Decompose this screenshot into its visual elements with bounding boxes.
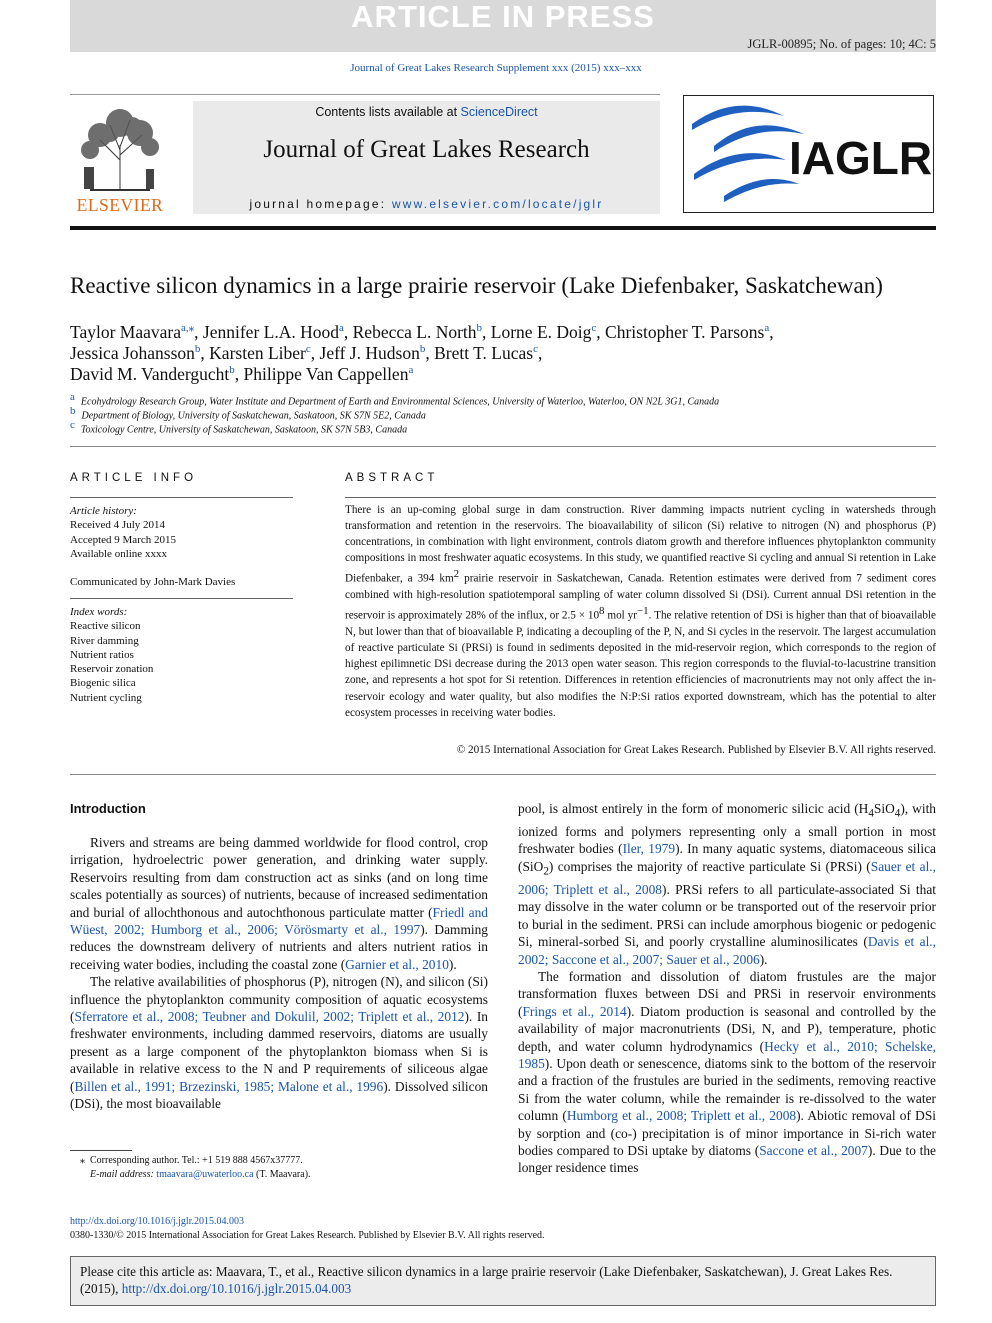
- text-run: ). In many aquatic systems, diatomaceous silica (SiO: [518, 841, 936, 874]
- citation-link[interactable]: Hecky et al., 2010; Schelske, 1985: [518, 1038, 937, 1072]
- author-affil-mark[interactable]: a: [764, 322, 770, 334]
- cite-text: Please cite this article as: Maavara, T., et al., Reactive silicon dynamics in a large prairie reservoir (Lake Diefenbaker, Saskatchewan), J. Great Lakes Res. (2015),: [80, 1264, 893, 1296]
- text-run: ). Due to the longer residence times: [518, 1143, 936, 1176]
- homepage-link[interactable]: www.elsevier.com/locate/jglr: [391, 197, 604, 211]
- author-sep: ,: [537, 342, 543, 363]
- email-footnote: [90, 1169, 311, 1180]
- author-affil-mark[interactable]: c: [591, 322, 597, 334]
- footnote-rule: [70, 1150, 132, 1151]
- author-affil-mark[interactable]: b: [476, 322, 483, 334]
- author-affil-mark[interactable]: c: [533, 343, 538, 355]
- author-name: Brett T. Lucas: [434, 342, 534, 363]
- intro-left-column: [70, 834, 488, 1113]
- journal-homepage: [193, 197, 660, 211]
- intro-paragraph: [518, 800, 936, 968]
- author-name: Jessica Johansson: [70, 342, 195, 363]
- author-affil-mark[interactable]: a: [408, 364, 414, 376]
- citation-link[interactable]: Davis et al., 2002; Saccone et al., 2007; Sauer et al., 2006: [518, 934, 936, 967]
- journal-title: Journal of Great Lakes Research: [263, 136, 590, 163]
- text-run: ). In freshwater environments, including dammed reservoirs, diatoms are usually present as a large component of the phytoplankton biomass when Si is available in relative excess to the N and P requirements of siliceous algae (: [70, 1009, 488, 1094]
- citation-link[interactable]: Garnier et al., 2010: [345, 956, 449, 972]
- text-run: Rivers and streams are being dammed worldwide for flood control, crop irrigation, hydroelectric power generation, and drinking water supply. Reservoirs resulting from dam construction act as sinks (and on long time scales potentially as sources) of nutrients, because of increased sedimentation and burial of allochthonous and autochthonous particulate matter (: [70, 835, 488, 920]
- citation-link[interactable]: Billen et al., 1991; Brzezinski, 1985; Malone et al., 1996: [74, 1078, 384, 1094]
- keyword: Biogenic silica: [70, 677, 136, 690]
- intro-right-column: [518, 800, 936, 1177]
- author-affil-mark[interactable]: a: [338, 322, 344, 334]
- iaglr-wordmark: IAGLR: [789, 132, 933, 184]
- text-run: SiO: [873, 801, 895, 816]
- author-name: Jeff J. Hudson: [319, 342, 420, 363]
- communicated-by: Communicated by John-Mark Davies: [70, 576, 236, 588]
- citation-link[interactable]: Saccone et al., 2007: [759, 1143, 868, 1159]
- text-run: ). Dissolved silicon (DSi), the most bioavailable: [70, 1078, 488, 1112]
- sciencedirect-link[interactable]: ScienceDirect: [460, 105, 538, 119]
- citation-link[interactable]: Humborg et al., 2008; Triplett et al., 2008: [566, 1108, 797, 1124]
- author-name: Christopher T. Parsons: [605, 321, 765, 342]
- history-accepted: Accepted 9 March 2015: [70, 533, 176, 546]
- author-name: Jennifer L.A. Hood: [202, 321, 339, 342]
- iaglr-logo[interactable]: [683, 95, 934, 213]
- email-suffix: (T. Maavara).: [253, 1169, 311, 1180]
- author-name: Karsten Liber: [209, 342, 306, 363]
- author-sep: ,: [425, 342, 435, 363]
- subscript: 4: [868, 807, 874, 820]
- elsevier-wordmark: ELSEVIER: [76, 195, 164, 215]
- keywords-rule: [70, 598, 293, 599]
- keyword: Nutrient ratios: [70, 648, 134, 661]
- article-in-press-label: ARTICLE IN PRESS: [351, 0, 655, 34]
- affiliation-text: Department of Biology, University of Saskatchewan, Saskatoon, SK S7N 5E2, Canada: [81, 410, 426, 422]
- intro-paragraph: [518, 968, 936, 1177]
- article-title: Reactive silicon dynamics in a large prairie reservoir (Lake Diefenbaker, Saskatchewan): [70, 273, 883, 298]
- manuscript-info: JGLR-00895; No. of pages: 10; 4C: 5: [747, 37, 936, 51]
- intro-paragraph: [70, 973, 488, 1112]
- author-name: Rebecca L. North: [352, 321, 477, 342]
- contents-available: [193, 105, 660, 119]
- author-name: Lorne E. Doig: [490, 321, 592, 342]
- affiliation-rule: [70, 446, 936, 447]
- abstract-rule: [345, 497, 936, 498]
- index-words: [70, 605, 293, 705]
- citation-link[interactable]: Iler, 1979: [622, 841, 676, 857]
- text-run: ). PRSi refers to all particulate-associated Si that may dissolve in the water column or be transported out of the reservoir prior to burial in the sediment. PRSi can include amorphous biogenic or pedogenic Si, mineral-sorbed Si, and poorly crystalline aluminosilicates (: [518, 881, 936, 950]
- abstract-part: prairie reservoir in Saskatchewan, Canada. Retention estimates were derived from 7 sediment cores combined with high-resolution spatiotemporal sampling of water column dissolved Si (DSi). Current annual DSi retention in the reservoir is approximately 28% of the influx, or 2.5 × 10: [345, 573, 936, 623]
- abstract-bottom-rule: [70, 774, 936, 775]
- abstract-text: [345, 502, 936, 721]
- issn-line: 0380-1330/© 2015 International Association for Great Lakes Research. Published by Elsevier B.V. All rights reserved.: [70, 1230, 545, 1241]
- affiliation-text: Ecohydrology Research Group, Water Institute and Department of Earth and Environmental Sciences, University of Waterloo, Waterloo, ON N2L 3G1, Canada: [80, 396, 720, 408]
- text-run: pool, is almost entirely in the form of monomeric silicic acid (H: [518, 801, 869, 816]
- citation-link[interactable]: Frings et al., 2014: [522, 1003, 627, 1019]
- author-sep: ,: [343, 321, 353, 342]
- abstract-part: . The relative retention of DSi is higher than that of bioavailable N, but lower than that of bioavailable P, indicating a decoupling of the P, N, and Si cycles in the reservoir. The largest accumulation of reactive particulate Si (PRSi) is found in sediments deposited in the mid-reservoir region, which corresponds to the region of highest epilimnetic DSi decrease during the 2013 open water season. This region corresponds to the fluvial-to-lacustrine transition zone, and represents a hot spot for Si retention. Differences in retention efficiencies of macronutrients may not only affect the in-reservoir ecology and water quality, but also modifies the N:P:Si ratios exported downstream, which has the potential to alter ecosystem processes in receiving water bodies.: [345, 610, 936, 719]
- contents-prefix: Contents lists available at: [315, 105, 461, 119]
- email-label: E-mail address:: [90, 1169, 157, 1180]
- text-run: The formation and dissolution of diatom frustules are the major transformation fluxes between DSi and PRSi in reservoir environments (: [518, 969, 936, 1019]
- history-received: Received 4 July 2014: [70, 519, 166, 532]
- intro-paragraph: [70, 834, 488, 973]
- corresponding-footnote: [80, 1155, 303, 1166]
- affiliation-mark: c: [70, 419, 75, 431]
- text-run: ).: [448, 956, 457, 972]
- citation-link[interactable]: Sauer et al., 2006; Triplett et al., 2008: [518, 858, 936, 897]
- introduction-heading: Introduction: [70, 801, 146, 816]
- header-top-rule: [70, 94, 660, 95]
- abstract-heading: ABSTRACT: [345, 472, 439, 484]
- text-run: ). Damming reduces the downstream delivery of nutrients and alters nutrient ratios in receiving water bodies, including the coastal zone (: [70, 922, 488, 972]
- author-sep: ,: [200, 342, 210, 363]
- affiliation-text: Toxicology Centre, University of Saskatchewan, Saskatoon, SK S7N 5B3, Canada: [80, 424, 408, 436]
- keyword: Reservoir zonation: [70, 663, 154, 676]
- author-sep: ,: [310, 342, 320, 363]
- abstract-sup: −1: [636, 605, 649, 618]
- author-name: Philippe Van Cappellen: [243, 363, 409, 384]
- keyword: Reactive silicon: [70, 620, 141, 633]
- footnote-mark: ⁎: [80, 1155, 85, 1166]
- text-run: ). Abiotic removal of DSi by sorption and (co-) precipitation is of minor importance in Si-rich water bodies compared to DSi uptake by diatoms (: [518, 1108, 936, 1159]
- affiliation-mark: b: [70, 405, 76, 417]
- header-bottom-rule: [70, 226, 936, 230]
- author-sep: ,: [482, 321, 491, 342]
- citation-link[interactable]: Friedl and Wüest, 2002; Humborg et al., 2006; Vörösmarty et al., 1997: [70, 904, 489, 938]
- cite-doi-link[interactable]: http://dx.doi.org/10.1016/j.jglr.2015.04.003: [121, 1281, 352, 1296]
- article-info-heading: ARTICLE INFO: [70, 472, 198, 484]
- journal-supplement-link[interactable]: Journal of Great Lakes Research Supplement xxx (2015) xxx–xxx: [350, 62, 642, 74]
- text-run: ).: [759, 951, 768, 967]
- author-name: David M. Vandergucht: [70, 363, 230, 384]
- article-history: [70, 504, 293, 561]
- iaglr-waves-icon: [684, 96, 933, 212]
- author-name: Taylor Maavara: [70, 321, 182, 342]
- article-info-rule: [70, 497, 293, 498]
- text-run: ), with ionized forms and polymers representing only a small portion in most freshwater bodies (: [518, 801, 936, 857]
- author-affil-mark[interactable]: b: [194, 343, 201, 355]
- history-label: Article history:: [70, 505, 137, 517]
- email-link[interactable]: tmaavara@uwaterloo.ca: [156, 1169, 254, 1180]
- author-affil-mark[interactable]: a,⁎: [181, 322, 195, 334]
- author-affil-mark[interactable]: b: [229, 364, 235, 376]
- subscript: 4: [894, 807, 901, 820]
- author-sep: ,: [194, 321, 203, 342]
- keyword: River damming: [70, 634, 139, 647]
- citation-link[interactable]: Sferratore et al., 2008; Teubner and Dokulil, 2002; Triplett et al., 2012: [74, 1009, 465, 1025]
- author-sep: ,: [596, 321, 606, 342]
- cite-box: [70, 1256, 936, 1306]
- abstract-part: There is an up-coming global surge in dam construction. River damming impacts nutrient cycling in watersheds through transformation and retention in the reservoirs. The bioavailability of silicon (Si) relative to nitrogen (N) and phosphorus (P) concentrations, in combination with light environment, controls diatom growth and therefore influences phytoplankton community compositions in most freshwater aquatic ecosystems. In this study, we quantified reactive Si cycling and annual Si retention in Lake Diefenbaker, a 394 km: [345, 504, 936, 586]
- author-sep: ,: [769, 321, 774, 342]
- author-affil-mark[interactable]: c: [305, 343, 311, 355]
- text-run: The relative availabilities of phosphorus (P), nitrogen (N), and silicon (Si) influence the phytoplankton community composition of aquatic ecosystems (: [70, 974, 488, 1025]
- elsevier-tree-icon: [70, 105, 170, 195]
- keyword: Nutrient cycling: [70, 691, 142, 704]
- affiliation: [70, 419, 407, 435]
- abstract-sup: 2: [453, 568, 460, 581]
- keywords-label: Index words:: [70, 606, 128, 618]
- corresponding-text: Corresponding author. Tel.: +1 519 888 4567x37777.: [90, 1155, 303, 1166]
- author-line-3: [70, 360, 936, 385]
- text-run: ). Upon death or senescence, diatoms sink to the bottom of the reservoir and a fraction of the frustules are buried in the sediments, removing reactive Si from the water column, while the remainder is re-dissolved to the water column (: [518, 1056, 936, 1124]
- abstract-part: mol yr: [604, 610, 637, 623]
- doi-link[interactable]: http://dx.doi.org/10.1016/j.jglr.2015.04.003: [70, 1216, 244, 1227]
- homepage-prefix: journal homepage:: [249, 197, 392, 211]
- text-run: ) comprises the majority of reactive particulate Si (PRSi) (: [548, 858, 871, 874]
- affiliation-mark: a: [70, 391, 75, 403]
- author-sep: ,: [234, 363, 244, 384]
- abstract-sup: 8: [599, 605, 605, 618]
- text-run: ). Diatom production is seasonal and controlled by the availability of major macronutrients (DSi, N, and P), temperature, photic depth, and water column hydrodynamics (: [518, 1003, 936, 1054]
- history-online: Available online xxxx: [70, 547, 167, 560]
- subscript: 2: [543, 865, 549, 878]
- abstract-copyright: © 2015 International Association for Great Lakes Research. Published by Elsevier B.V. All rights reserved.: [456, 744, 936, 756]
- author-affil-mark[interactable]: b: [419, 343, 426, 355]
